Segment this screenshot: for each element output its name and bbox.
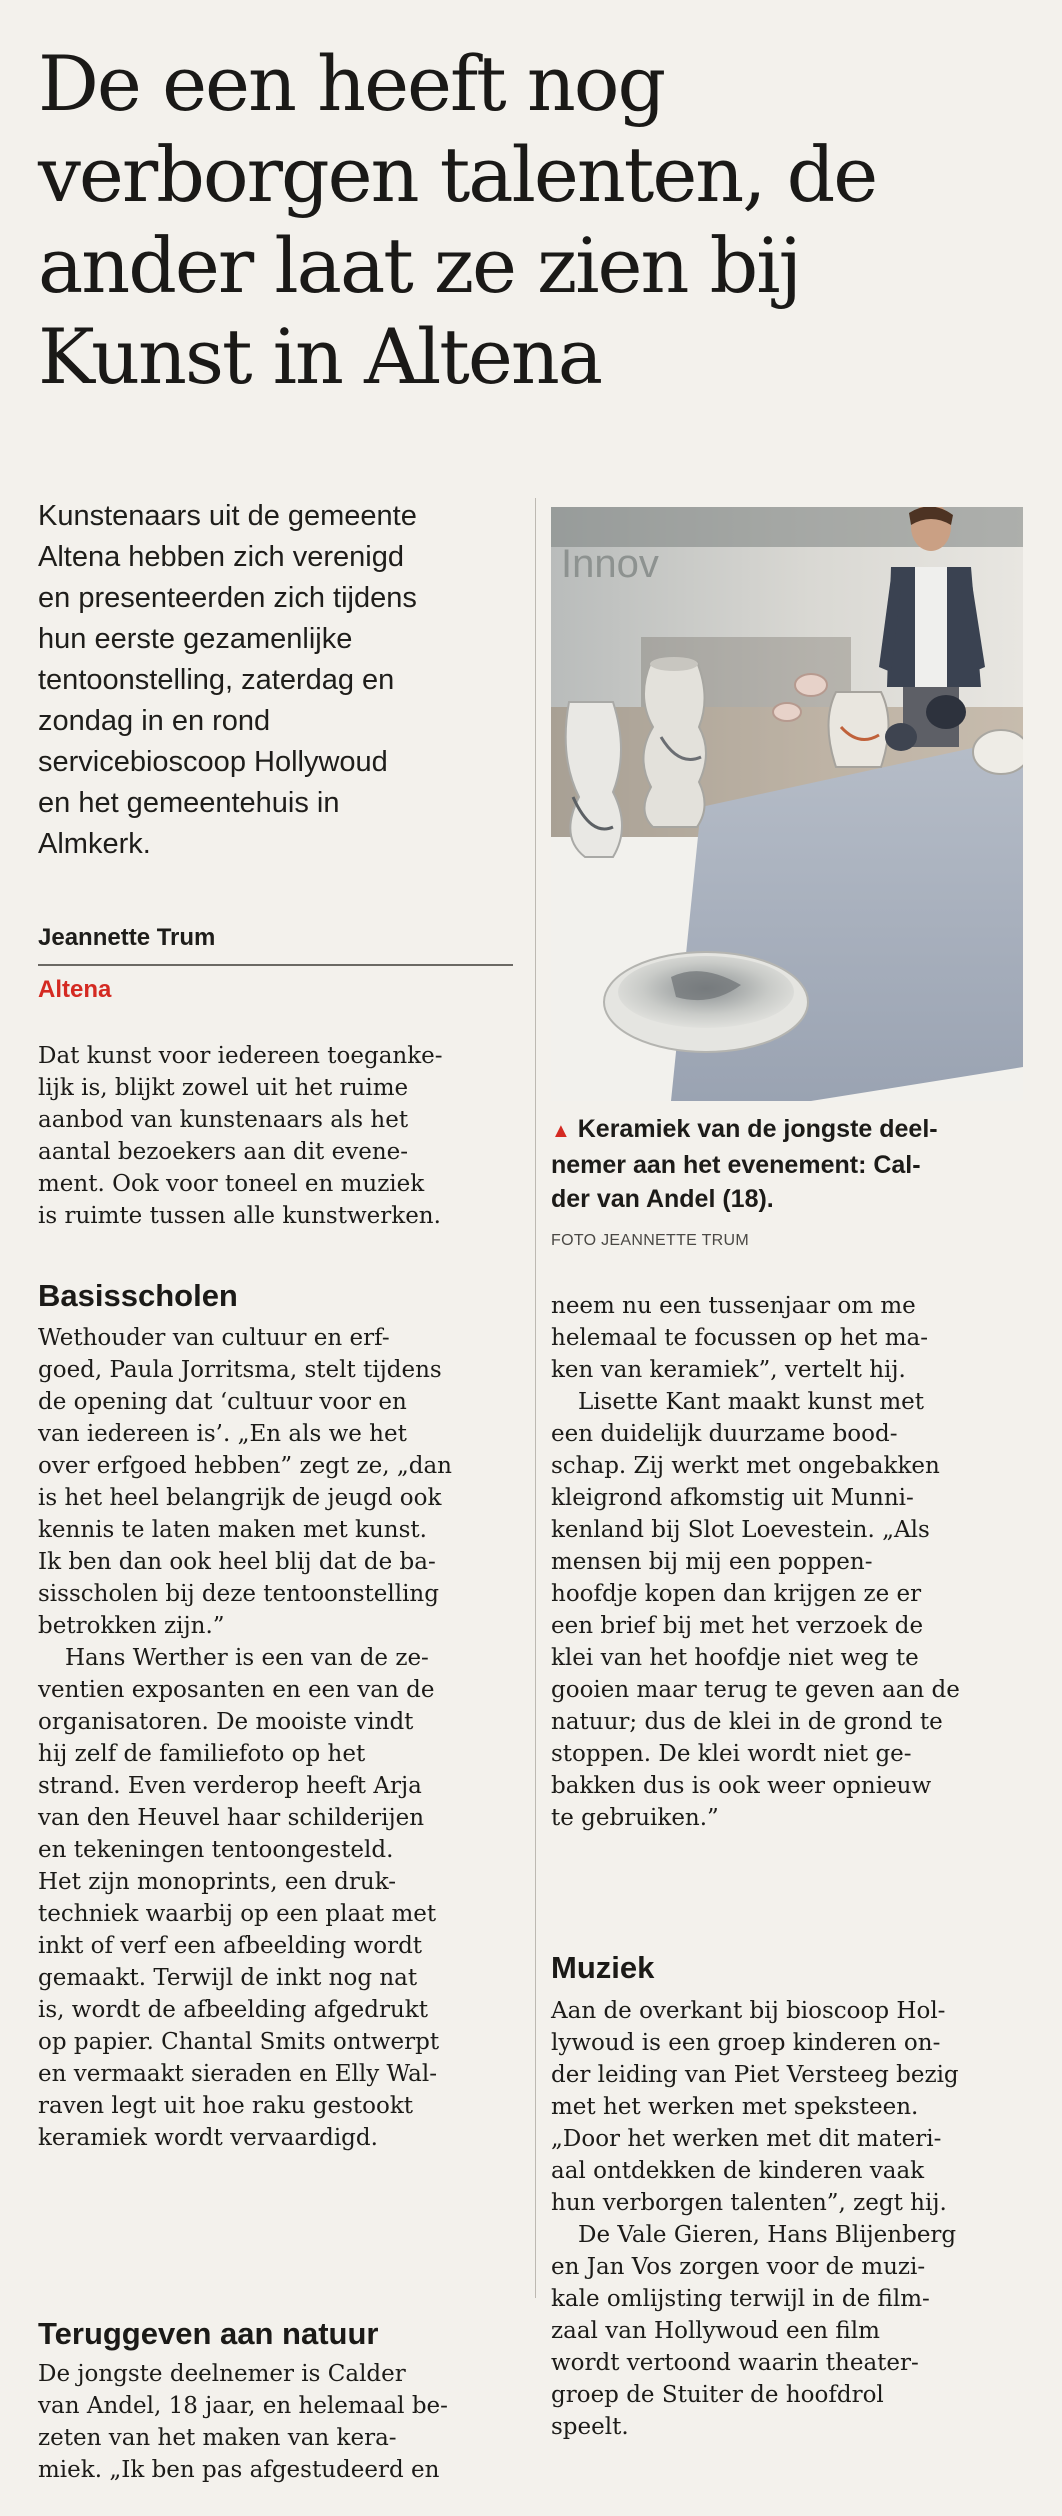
text-line: is, wordt de afbeelding afgedrukt bbox=[38, 1997, 428, 2023]
text-line: aanbod van kunstenaars als het bbox=[38, 1107, 409, 1133]
lead-line: servicebioscoop Hollywoud bbox=[38, 746, 388, 778]
caption-line: der van Andel (18). bbox=[551, 1185, 774, 1213]
lead-line: tentoonstelling, zaterdag en bbox=[38, 664, 395, 696]
text-line: hij zelf de familiefoto op het bbox=[38, 1741, 366, 1767]
headline-line: verborgen talenten, de bbox=[38, 130, 877, 219]
subheading-basisscholen: Basisscholen bbox=[38, 1278, 238, 1313]
text-line: met het werken met speksteen. bbox=[551, 2094, 919, 2120]
lead-line: Altena hebben zich verenigd bbox=[38, 541, 404, 573]
teruggeven-body bbox=[38, 2358, 448, 2486]
lead-line: en presenteerden zich tijdens bbox=[38, 582, 417, 614]
text-line: kennis te laten maken met kunst. bbox=[38, 1517, 427, 1543]
headline-line: Kunst in Altena bbox=[38, 312, 602, 401]
headline bbox=[38, 38, 1038, 402]
text-line: speelt. bbox=[551, 2414, 629, 2440]
photo-credit: FOTO JEANNETTE TRUM bbox=[551, 1232, 750, 1249]
text-line: raven legt uit hoe raku gestookt bbox=[38, 2093, 414, 2119]
text-line: „Door het werken met dit materi- bbox=[551, 2126, 942, 2152]
text-line: groep de Stuiter de hoofdrol bbox=[551, 2382, 884, 2408]
text-line: ventien exposanten en een van de bbox=[38, 1677, 435, 1703]
text-line: klei van het hoofdje niet weg te bbox=[551, 1645, 919, 1671]
text-line: aantal bezoekers aan dit evene- bbox=[38, 1139, 409, 1165]
text-line: Het zijn monoprints, een druk- bbox=[38, 1869, 397, 1895]
text-line: de opening dat ‘cultuur voor en bbox=[38, 1389, 407, 1415]
lead-line: Kunstenaars uit de gemeente bbox=[38, 500, 417, 532]
subheading-muziek: Muziek bbox=[551, 1950, 655, 1985]
text-line: zeten van het maken van kera- bbox=[38, 2425, 397, 2451]
subheading-teruggeven-aan-natuur: Teruggeven aan natuur bbox=[38, 2316, 379, 2351]
text-line: Dat kunst voor iedereen toeganke- bbox=[38, 1043, 443, 1069]
photo-illustration bbox=[551, 507, 1023, 1101]
text-line: betrokken zijn.” bbox=[38, 1613, 225, 1639]
text-line: over erfgoed hebben” zegt ze, „dan bbox=[38, 1453, 452, 1479]
intro-paragraph bbox=[38, 1040, 443, 1232]
lead-line: zondag in en rond bbox=[38, 705, 271, 737]
lead-line: en het gemeentehuis in bbox=[38, 787, 340, 819]
headline-line: ander laat ze zien bij bbox=[38, 221, 801, 310]
text-line: van iedereen is’. „En als we het bbox=[38, 1421, 407, 1447]
text-line: en Jan Vos zorgen voor de muzi- bbox=[551, 2254, 926, 2280]
text-line: natuur; dus de klei in de grond te bbox=[551, 1709, 943, 1735]
text-line: en vermaakt sieraden en Elly Wal- bbox=[38, 2061, 438, 2087]
text-line: stoppen. De klei wordt niet ge- bbox=[551, 1741, 912, 1767]
byline-divider bbox=[38, 964, 513, 966]
text-line: wordt vertoond waarin theater- bbox=[551, 2350, 919, 2376]
text-line: hun verborgen talenten”, zegt hij. bbox=[551, 2190, 947, 2216]
text-line: strand. Even verderop heeft Arja bbox=[38, 1773, 422, 1799]
text-line: der leiding van Piet Versteeg bezig bbox=[551, 2062, 959, 2088]
caption-line: nemer aan het evenement: Cal- bbox=[551, 1151, 921, 1179]
text-line: ment. Ook voor toneel en muziek bbox=[38, 1171, 425, 1197]
text-line: en tekeningen tentoongesteld. bbox=[38, 1837, 394, 1863]
caption-triangle-icon: ▲ bbox=[551, 1120, 571, 1142]
text-line: aal ontdekken de kinderen vaak bbox=[551, 2158, 925, 2184]
text-line: zaal van Hollywoud een film bbox=[551, 2318, 880, 2344]
text-line: Wethouder van cultuur en erf- bbox=[38, 1325, 390, 1351]
text-line: lywoud is een groep kinderen on- bbox=[551, 2030, 941, 2056]
photo-caption bbox=[551, 1112, 1031, 1216]
text-line: mensen bij mij een poppen- bbox=[551, 1549, 873, 1575]
text-line: schap. Zij werkt met ongebakken bbox=[551, 1453, 940, 1479]
caption-line bbox=[551, 1112, 1031, 1148]
text-line: helemaal te focussen op het ma- bbox=[551, 1325, 929, 1351]
byline-author: Jeannette Trum bbox=[38, 924, 216, 951]
column-b-top bbox=[551, 1290, 960, 1834]
text-line: kale omlijsting terwijl in de film- bbox=[551, 2286, 930, 2312]
ceramic-bowl bbox=[604, 952, 808, 1052]
text-line: van den Heuvel haar schilderijen bbox=[38, 1805, 425, 1831]
text-line: organisatoren. De mooiste vindt bbox=[38, 1709, 414, 1735]
text-line: een duidelijk duurzame bood- bbox=[551, 1421, 898, 1447]
text-line: is ruimte tussen alle kunstwerken. bbox=[38, 1203, 441, 1229]
lead-line: Almkerk. bbox=[38, 828, 151, 860]
text-line: bakken dus is ook weer opnieuw bbox=[551, 1773, 932, 1799]
text-line: is het heel belangrijk de jeugd ook bbox=[38, 1485, 442, 1511]
column-divider bbox=[535, 498, 536, 2298]
text-line: lijk is, blijkt zowel uit het ruime bbox=[38, 1075, 409, 1101]
text-line: Ik ben dan ook heel blij dat de ba- bbox=[38, 1549, 436, 1575]
byline-location: Altena bbox=[38, 976, 112, 1003]
text-line: De Vale Gieren, Hans Blijenberg bbox=[578, 2222, 957, 2248]
wall-lettering: Innov bbox=[561, 542, 659, 586]
text-line: Aan de overkant bij bioscoop Hol- bbox=[551, 1998, 946, 2024]
text-line: hoofdje kopen dan krijgen ze er bbox=[551, 1581, 922, 1607]
text-line: inkt of verf een afbeelding wordt bbox=[38, 1933, 423, 1959]
ceramics-photo bbox=[551, 507, 1023, 1101]
text-line: goed, Paula Jorritsma, stelt tijdens bbox=[38, 1357, 442, 1383]
lead-paragraph bbox=[38, 496, 518, 865]
headline-line: De een heeft nog bbox=[38, 39, 665, 128]
text-line: ken van keramiek”, vertelt hij. bbox=[551, 1357, 906, 1383]
text-line: De jongste deelnemer is Calder bbox=[38, 2361, 406, 2387]
ceiling-strip bbox=[551, 507, 1023, 547]
text-line: kenland bij Slot Loevestein. „Als bbox=[551, 1517, 930, 1543]
text-line: te gebruiken.” bbox=[551, 1805, 719, 1831]
caption-text: Keramiek van de jongste deel- bbox=[577, 1115, 938, 1143]
text-line: een brief bij met het verzoek de bbox=[551, 1613, 924, 1639]
text-line: techniek waarbij op een plaat met bbox=[38, 1901, 437, 1927]
text-line: van Andel, 18 jaar, en helemaal be- bbox=[38, 2393, 448, 2419]
text-line: gooien maar terug te geven aan de bbox=[551, 1677, 960, 1703]
text-line: neem nu een tussenjaar om me bbox=[551, 1293, 916, 1319]
text-line: Lisette Kant maakt kunst met bbox=[578, 1389, 925, 1415]
text-line: op papier. Chantal Smits ontwerpt bbox=[38, 2029, 440, 2055]
text-line: keramiek wordt vervaardigd. bbox=[38, 2125, 378, 2151]
text-line: kleigrond afkomstig uit Munni- bbox=[551, 1485, 914, 1511]
basisscholen-body bbox=[38, 1322, 452, 2154]
text-line: miek. „Ik ben pas afgestudeerd en bbox=[38, 2457, 440, 2483]
text-line: sisscholen bij deze tentoonstelling bbox=[38, 1581, 439, 1607]
text-line: gemaakt. Terwijl de inkt nog nat bbox=[38, 1965, 418, 1991]
muziek-body bbox=[551, 1995, 959, 2443]
text-line: Hans Werther is een van de ze- bbox=[65, 1645, 429, 1671]
lead-line: hun eerste gezamenlijke bbox=[38, 623, 353, 655]
